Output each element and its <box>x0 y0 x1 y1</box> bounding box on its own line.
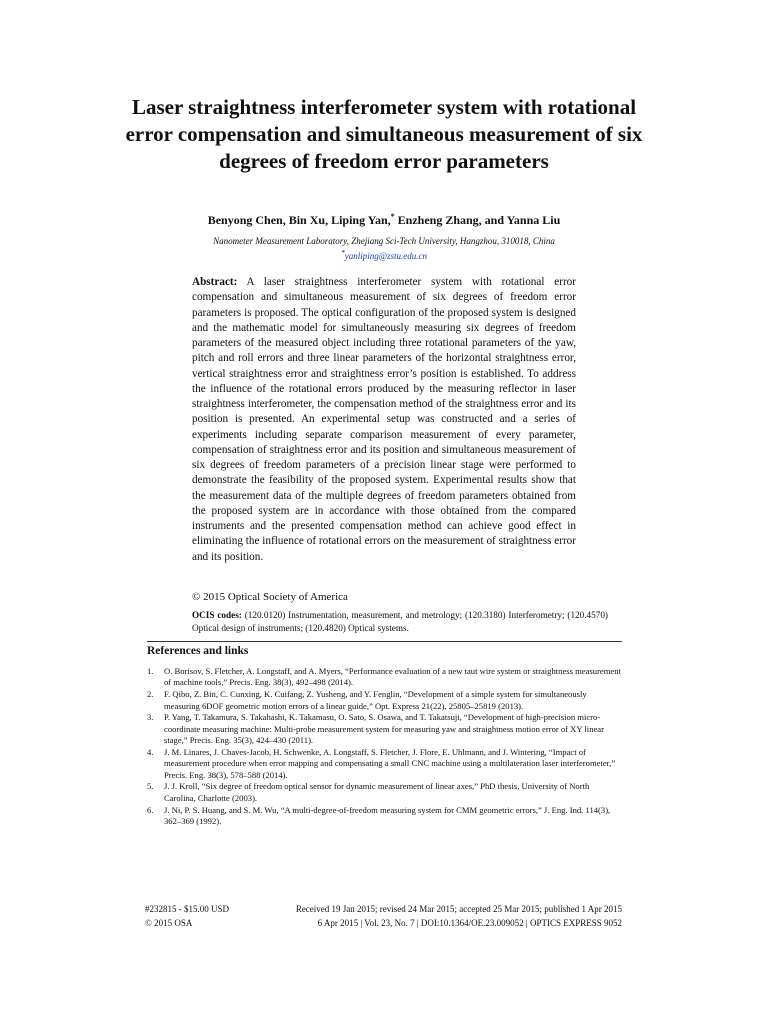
affiliation: Nanometer Measurement Laboratory, Zhejiang Sci-Tech University, Hangzhou, 310018, China <box>213 236 555 246</box>
reference-item <box>147 747 622 781</box>
paper-title: Laser straightness interferometer system with rotational error compensation and simultaneous measurement of six degrees of freedom error parameters <box>125 95 643 173</box>
manuscript-id: #232815 - $15.00 USD <box>145 904 230 914</box>
reference-number: 3. <box>147 712 154 723</box>
authors-part2: Enzheng Zhang, and Yanna Liu <box>394 213 561 227</box>
references-heading: References and links <box>147 645 249 657</box>
abstract-label: Abstract: <box>192 276 238 288</box>
reference-number: 5. <box>147 781 154 792</box>
ocis-text: (120.0120) Instrumentation, measurement, and metrology; (120.3180) Interferometry; (120.4570) Optical design of instruments; (120.4820) Optical systems. <box>192 610 608 633</box>
author-list <box>120 212 648 228</box>
footer-row-bottom <box>145 916 622 930</box>
reference-text: P. Yang, T. Takamura, S. Takahashi, K. Takamasu, O. Sato, S. Osawa, and T. Takatsuji, “Development of high-precision micro-coordinate measuring machine: Multi-probe measurement system for measuring yaw and straightness motion error of XY linear stage,” Precis. Eng. 35(3), 424–430 (2011). <box>164 712 604 746</box>
authors-part1: Benyong Chen, Bin Xu, Liping Yan, <box>207 213 391 227</box>
section-divider <box>147 641 622 642</box>
copyright-notice: © 2015 Optical Society of America <box>192 591 348 603</box>
corresponding-author-mark: * <box>390 212 395 221</box>
footer-row-top <box>145 902 622 916</box>
email-mark: * <box>340 248 345 257</box>
reference-number: 2. <box>147 689 154 700</box>
footer-copyright: © 2015 OSA <box>145 918 193 928</box>
reference-text: J. M. Linares, J. Chaves-Jacob, H. Schwenke, A. Longstaff, S. Fletcher, J. Flore, E. Uhlmann, and J. Wintering, “Impact of measurement procedure when error mapping and compensating a small CNC machine using a multilateration laser interferometer,” Precis. Eng. 38(3), 578–588 (2014). <box>164 746 616 780</box>
reference-text: F. Qibo, Z. Bin, C. Cunxing, K. Cuifang, Z. Yusheng, and Y. Fenglin, “Development of a simple system for simultaneously measuring 6DOF geometric motion errors of a linear guide,” Opt. Express 21(22), 25805–25819 (2013). <box>164 689 587 711</box>
reference-item <box>147 689 622 712</box>
email-link[interactable]: yanliping@zstu.edu.cn <box>344 251 428 261</box>
reference-item <box>147 805 622 828</box>
reference-number: 6. <box>147 804 154 815</box>
abstract <box>192 275 576 565</box>
reference-text: O. Borisov, S. Fletcher, A. Longstaff, and A. Myers, “Performance evaluation of a new taut wire system or straightness measurement of machine tools,” Precis. Eng. 38(3), 492–498 (2014). <box>164 666 621 688</box>
reference-item <box>147 781 622 804</box>
reference-text: J. Ni, P. S. Huang, and S. M. Wu, “A multi-degree-of-freedom measuring system for CMM geometric errors,” J. Eng. Ind. 114(3), 362–369 (1992). <box>164 804 611 826</box>
abstract-text: A laser straightness interferometer system with rotational error compensation and simultaneous measurement of six degrees of freedom error parameters is proposed. The optical configuration of the proposed system is designed and the mathematic model for simultaneously measuring six degrees of freedom parameters of the measured object including three rotational parameters of the yaw, pitch and roll errors and three linear parameters of the horizontal straightness error, vertical straightness error and straightness error’s position is established. To address the influence of the rotational errors produced by the measuring reflector in laser straightness interferometer, the compensation method of the straightness error and its position is presented. An experimental setup was constructed and a series of experiments including separate comparison measurement of every parameter, compensation of straightness error and its position and simultaneous measurement of six degrees of freedom parameters of a precision linear stage were performed to demonstrate the feasibility of the proposed system. Experimental results show that the measurement data of the multiple degrees of freedom parameters obtained from the proposed system are in accordance with those obtained from the compared instruments and the presented compensation method can achieve good effect in eliminating the influence of rotational errors on the measurement of straightness error and its position. <box>192 276 576 563</box>
reference-number: 4. <box>147 746 154 757</box>
reference-item <box>147 712 622 746</box>
ocis-codes <box>192 609 608 635</box>
reference-number: 1. <box>147 666 154 676</box>
journal-citation: 6 Apr 2015 | Vol. 23, No. 7 | DOI:10.1364/OE.23.009052 | OPTICS EXPRESS 9052 <box>317 918 622 928</box>
email-line <box>120 248 648 261</box>
publication-history: Received 19 Jan 2015; revised 24 Mar 2015; accepted 25 Mar 2015; published 1 Apr 2015 <box>295 904 622 914</box>
reference-item <box>147 666 622 689</box>
reference-text: J. J. Kroll, “Six degree of freedom optical sensor for dynamic measurement of linear axes,” PhD thesis, University of North Carolina, Charlotte (2003). <box>164 781 590 803</box>
reference-list <box>147 666 622 828</box>
ocis-label: OCIS codes: <box>192 610 242 620</box>
page-footer <box>145 902 622 930</box>
